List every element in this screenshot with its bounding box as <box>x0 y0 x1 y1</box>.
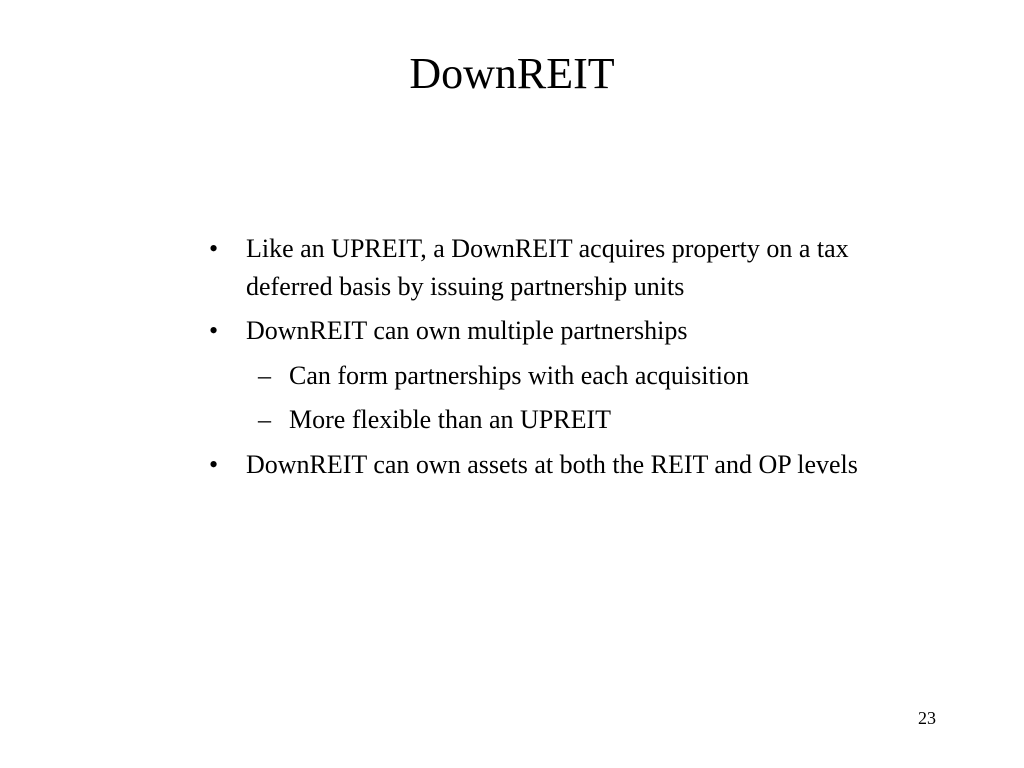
bullet-item <box>203 230 873 305</box>
bullet-marker: • <box>209 234 219 263</box>
sub-bullet-text: Can form partnerships with each acquisition <box>289 360 749 390</box>
sub-bullet-list <box>246 357 873 439</box>
sub-bullet-item <box>246 401 873 439</box>
page-number: 23 <box>918 708 936 728</box>
bullet-marker: • <box>209 449 219 479</box>
bullet-item <box>203 312 873 439</box>
bullet-text: Like an UPREIT, a DownREIT acquires property on a tax deferred basis by issuing partnership units <box>246 234 849 301</box>
sub-bullet-marker: – <box>258 405 271 434</box>
bullet-item <box>203 446 873 484</box>
slide-title: DownREIT <box>409 49 615 98</box>
bullet-text: DownREIT can own assets at both the REIT and OP levels <box>246 449 858 479</box>
sub-bullet-text: More flexible than an UPREIT <box>289 405 612 434</box>
bullet-marker: • <box>209 316 219 345</box>
sub-bullet-marker: – <box>258 360 271 390</box>
bullet-text: DownREIT can own multiple partnerships <box>246 316 688 345</box>
bullet-list <box>203 230 873 490</box>
sub-bullet-item <box>246 357 873 395</box>
